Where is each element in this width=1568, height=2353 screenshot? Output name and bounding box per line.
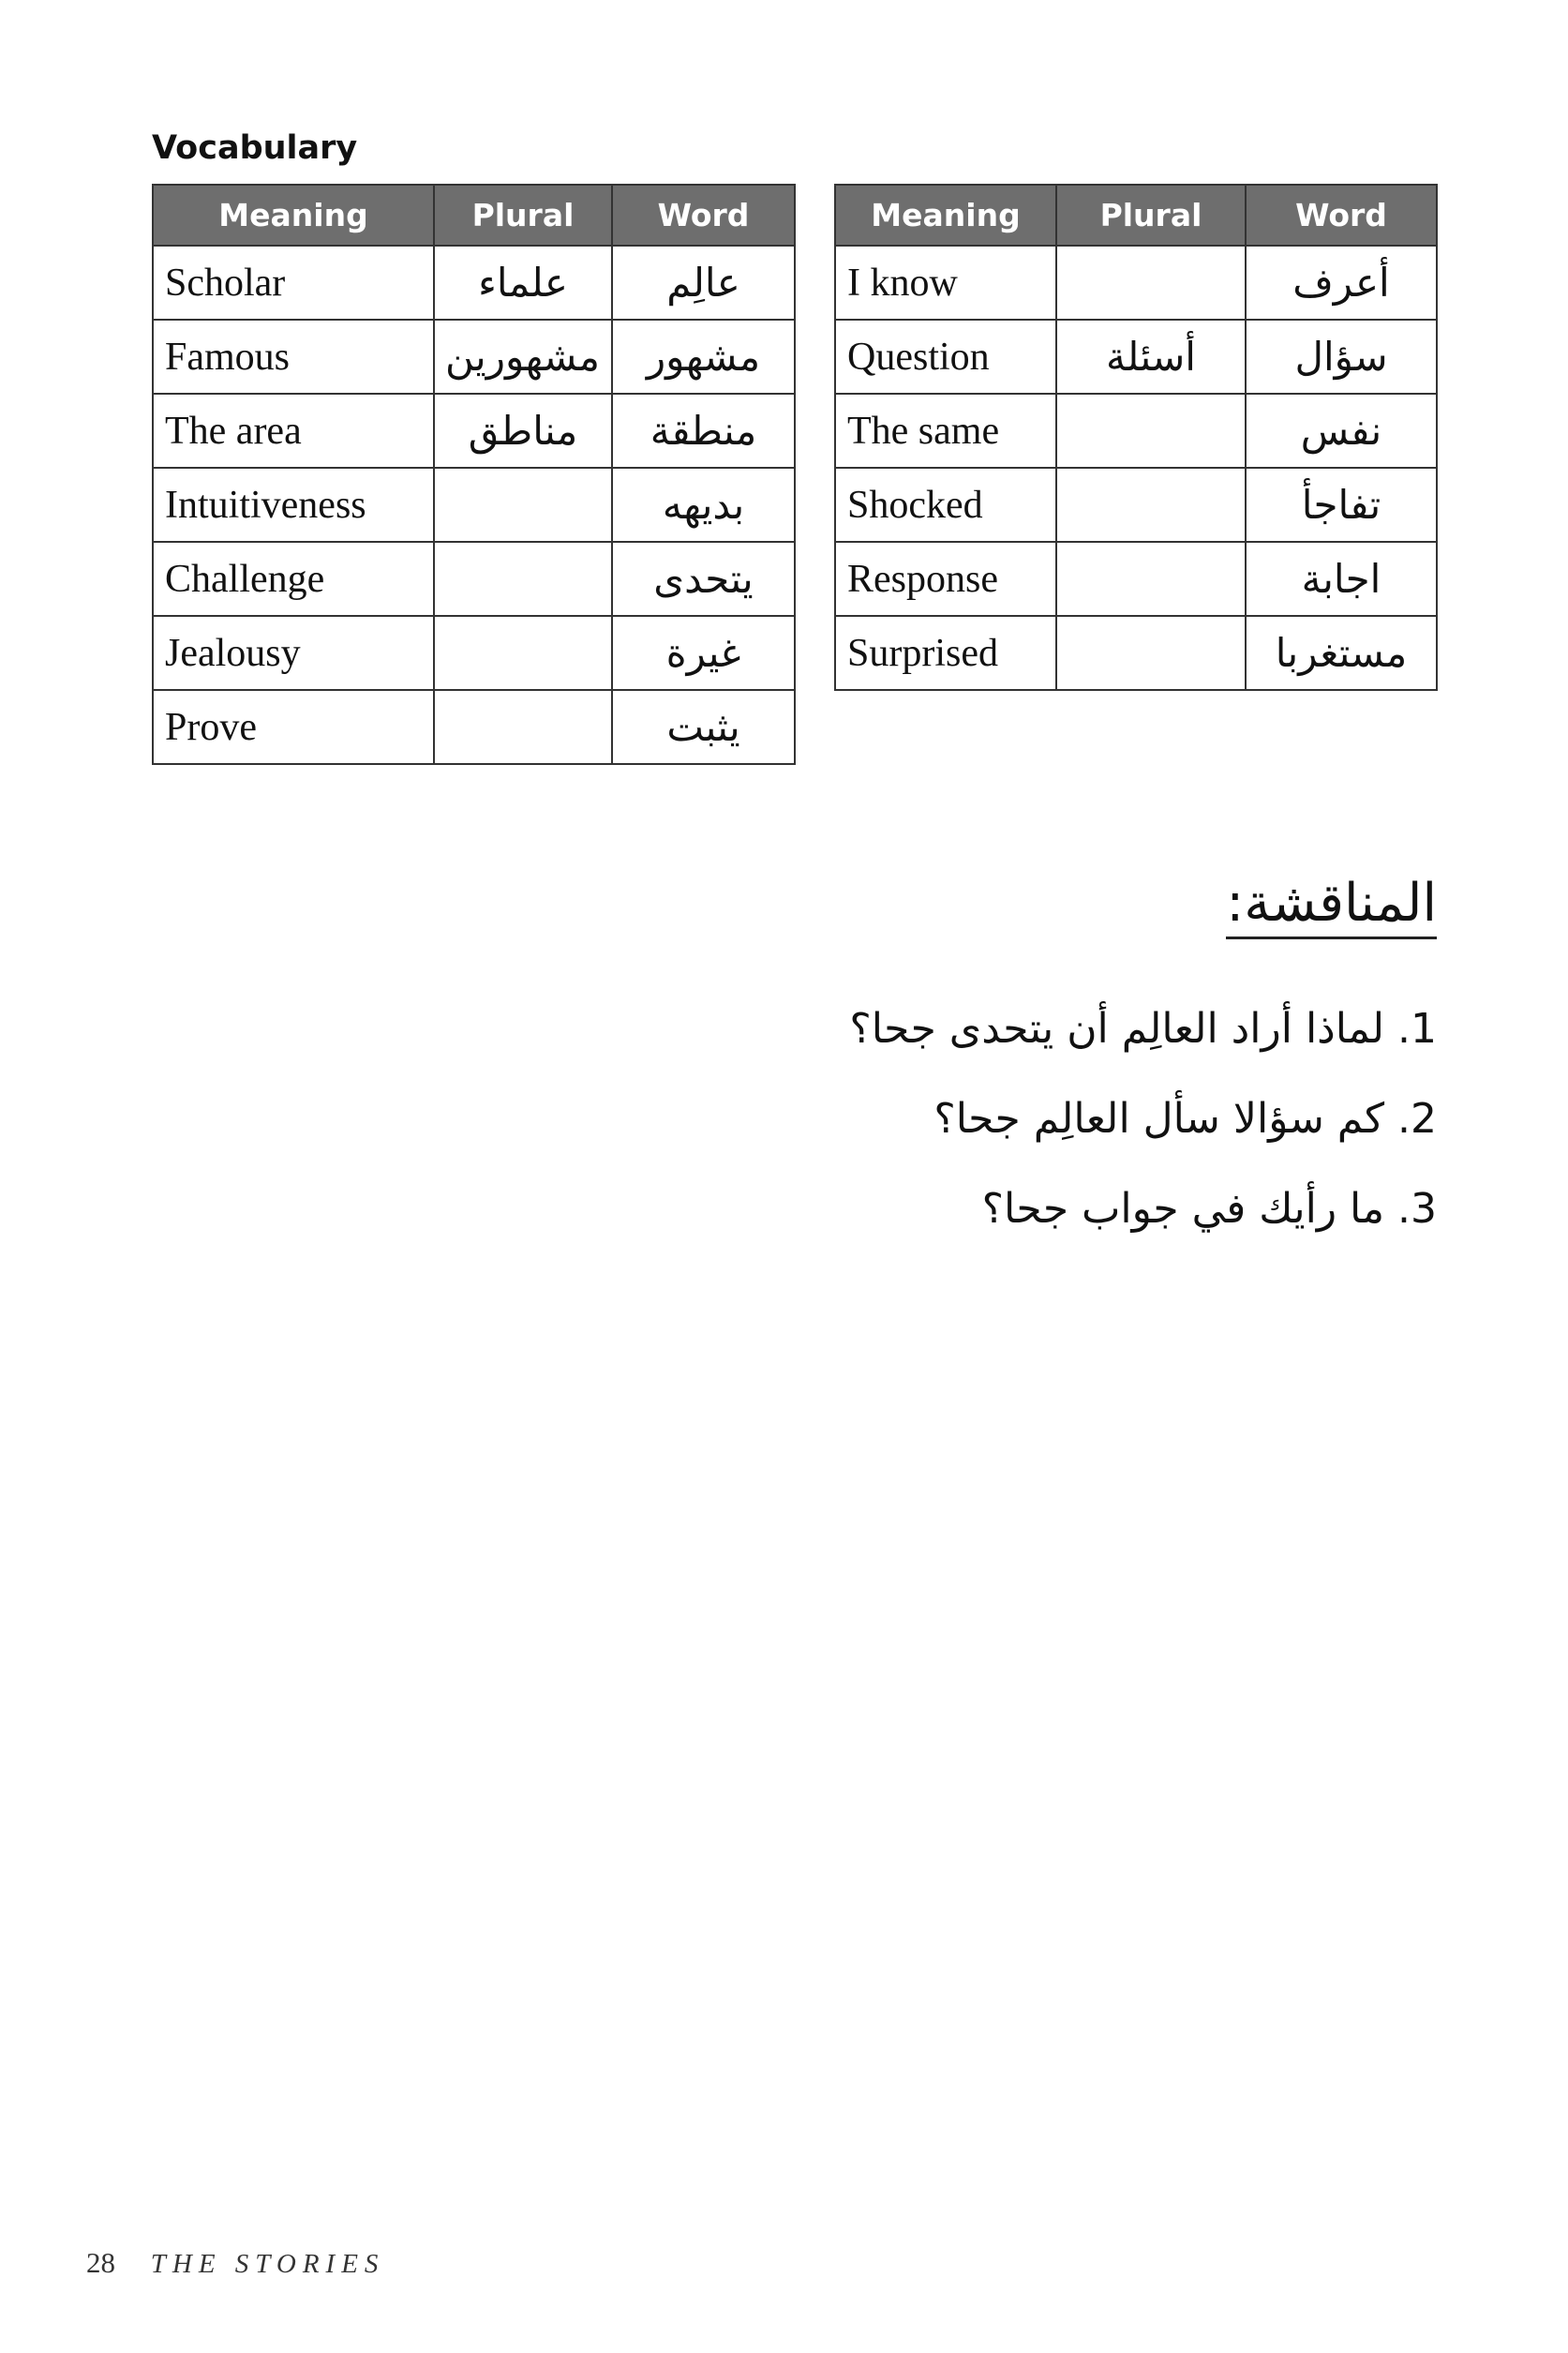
discussion-title: المناقشة: [1226, 872, 1437, 939]
meaning-cell: I know [835, 246, 1056, 320]
vocabulary-heading: Vocabulary [152, 129, 358, 167]
table-header-row [835, 185, 1437, 246]
plural-cell [1056, 246, 1246, 320]
plural-cell [434, 468, 612, 542]
column-header-plural: Plural [434, 185, 612, 246]
plural-cell [1056, 542, 1246, 616]
table-row [153, 246, 795, 320]
word-cell: نفس [1246, 394, 1437, 468]
column-header-meaning: Meaning [835, 185, 1056, 246]
column-header-plural: Plural [1056, 185, 1246, 246]
meaning-cell: Surprised [835, 616, 1056, 690]
plural-cell: مناطق [434, 394, 612, 468]
question-item: 1. لماذا أراد العالِم أن يتحدى جحا؟ [849, 1005, 1437, 1053]
column-header-word: Word [612, 185, 795, 246]
table-row [835, 394, 1437, 468]
table-row [153, 690, 795, 764]
word-cell: غيرة [612, 616, 795, 690]
question-item: 3. ما رأيك في جواب جحا؟ [981, 1185, 1437, 1233]
meaning-cell: Scholar [153, 246, 434, 320]
plural-cell [1056, 394, 1246, 468]
table-row [835, 246, 1437, 320]
word-cell: تفاجأ [1246, 468, 1437, 542]
meaning-cell: Famous [153, 320, 434, 394]
word-cell: بديهه [612, 468, 795, 542]
table-row [153, 542, 795, 616]
meaning-cell: Question [835, 320, 1056, 394]
word-cell: مستغربا [1246, 616, 1437, 690]
vocabulary-table-right [834, 184, 1438, 691]
plural-cell [434, 542, 612, 616]
plural-cell: مشهورين [434, 320, 612, 394]
table-row [835, 542, 1437, 616]
meaning-cell: Prove [153, 690, 434, 764]
word-cell: سؤال [1246, 320, 1437, 394]
plural-cell: علماء [434, 246, 612, 320]
meaning-cell: Challenge [153, 542, 434, 616]
plural-cell [434, 690, 612, 764]
word-cell: يتحدى [612, 542, 795, 616]
meaning-cell: The same [835, 394, 1056, 468]
discussion-questions [406, 984, 1437, 1254]
column-header-word: Word [1246, 185, 1437, 246]
plural-cell [1056, 468, 1246, 542]
vocabulary-table-left [152, 184, 796, 765]
table-header-row [153, 185, 795, 246]
meaning-cell: Shocked [835, 468, 1056, 542]
table-row [153, 394, 795, 468]
plural-cell [1056, 616, 1246, 690]
word-cell: يثبت [612, 690, 795, 764]
word-cell: مشهور [612, 320, 795, 394]
table-row [835, 320, 1437, 394]
column-header-meaning: Meaning [153, 185, 434, 246]
meaning-cell: Response [835, 542, 1056, 616]
table-row [153, 616, 795, 690]
meaning-cell: Intuitiveness [153, 468, 434, 542]
plural-cell: أسئلة [1056, 320, 1246, 394]
table-row [153, 320, 795, 394]
question-item: 2. كم سؤالا سأل العالِم جحا؟ [933, 1095, 1437, 1143]
word-cell: اجابة [1246, 542, 1437, 616]
table-row [835, 616, 1437, 690]
meaning-cell: The area [153, 394, 434, 468]
table-row [153, 468, 795, 542]
page-number: 28 [86, 2246, 115, 2279]
running-title: THE STORIES [150, 2249, 385, 2279]
word-cell: أعرف [1246, 246, 1437, 320]
table-row [835, 468, 1437, 542]
word-cell: عالِم [612, 246, 795, 320]
page-footer [86, 2246, 384, 2280]
meaning-cell: Jealousy [153, 616, 434, 690]
word-cell: منطقة [612, 394, 795, 468]
plural-cell [434, 616, 612, 690]
